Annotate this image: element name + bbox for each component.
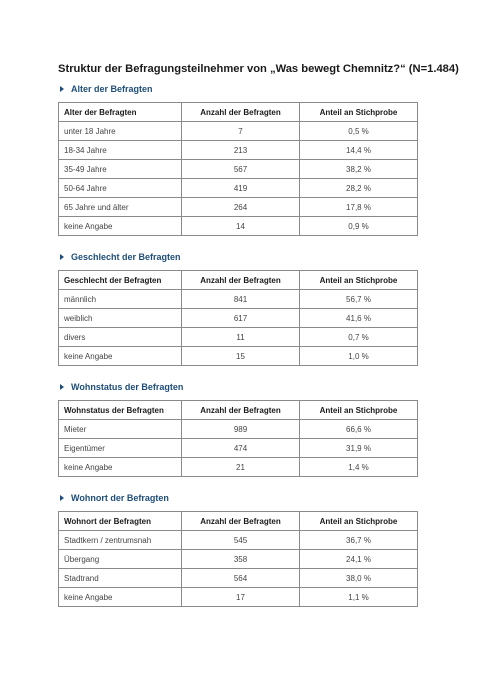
table-cell: 17,8 % (300, 198, 418, 217)
table-cell: keine Angabe (59, 217, 182, 236)
table-row (59, 309, 418, 328)
section-housing-status (58, 380, 414, 477)
table-cell: 50-64 Jahre (59, 179, 182, 198)
age-table (58, 102, 418, 236)
table-cell: keine Angabe (59, 588, 182, 607)
table-row (59, 198, 418, 217)
column-header: Anteil an Stichprobe (300, 512, 418, 531)
table-header-row (59, 103, 418, 122)
column-header: Anteil an Stichprobe (300, 271, 418, 290)
table-cell: 545 (182, 531, 300, 550)
table-cell: Eigentümer (59, 439, 182, 458)
table-cell: 1,4 % (300, 458, 418, 477)
table-header-row (59, 401, 418, 420)
table-header-row (59, 271, 418, 290)
table-cell: 38,0 % (300, 569, 418, 588)
table-cell: 38,2 % (300, 160, 418, 179)
table-cell: 15 (182, 347, 300, 366)
table-cell: 0,9 % (300, 217, 418, 236)
table-cell: divers (59, 328, 182, 347)
table-cell: 0,7 % (300, 328, 418, 347)
table-row (59, 141, 418, 160)
table-row (59, 179, 418, 198)
section-gender (58, 250, 414, 366)
table-cell: weiblich (59, 309, 182, 328)
table-row (59, 328, 418, 347)
section-heading: Wohnstatus der Befragten (58, 380, 414, 394)
table-cell: 31,9 % (300, 439, 418, 458)
table-row (59, 550, 418, 569)
table-cell: 474 (182, 439, 300, 458)
table-cell: Stadtrand (59, 569, 182, 588)
table-cell: 1,1 % (300, 588, 418, 607)
table-header-row (59, 512, 418, 531)
table-row (59, 420, 418, 439)
table-cell: 14,4 % (300, 141, 418, 160)
column-header: Anzahl der Befragten (182, 512, 300, 531)
table-cell: 17 (182, 588, 300, 607)
table-cell: 56,7 % (300, 290, 418, 309)
column-header: Anzahl der Befragten (182, 271, 300, 290)
triangle-right-icon (60, 86, 64, 92)
table-row (59, 569, 418, 588)
gender-table (58, 270, 418, 366)
table-cell: Mieter (59, 420, 182, 439)
table-cell: 66,6 % (300, 420, 418, 439)
table-cell: 36,7 % (300, 531, 418, 550)
column-header: Geschlecht der Befragten (59, 271, 182, 290)
section-heading: Geschlecht der Befragten (58, 250, 414, 264)
table-row (59, 290, 418, 309)
table-cell: 1,0 % (300, 347, 418, 366)
page-title: Struktur der Befragungsteilnehmer von „Was bewegt Chemnitz?“ (N=1.484) (58, 63, 459, 75)
column-header: Wohnort der Befragten (59, 512, 182, 531)
table-cell: Übergang (59, 550, 182, 569)
column-header: Anteil an Stichprobe (300, 401, 418, 420)
section-residence (58, 491, 414, 607)
table-row (59, 439, 418, 458)
table-cell: 617 (182, 309, 300, 328)
table-row (59, 588, 418, 607)
triangle-right-icon (60, 495, 64, 501)
table-cell: 24,1 % (300, 550, 418, 569)
table-cell: 419 (182, 179, 300, 198)
table-cell: 213 (182, 141, 300, 160)
column-header: Wohnstatus der Befragten (59, 401, 182, 420)
housing-status-table (58, 400, 418, 477)
table-cell: 11 (182, 328, 300, 347)
table-cell: 14 (182, 217, 300, 236)
table-row (59, 531, 418, 550)
table-cell: 21 (182, 458, 300, 477)
table-cell: unter 18 Jahre (59, 122, 182, 141)
section-heading: Wohnort der Befragten (58, 491, 414, 505)
triangle-right-icon (60, 384, 64, 390)
table-row (59, 217, 418, 236)
table-cell: keine Angabe (59, 347, 182, 366)
table-cell: 41,6 % (300, 309, 418, 328)
table-cell: 264 (182, 198, 300, 217)
triangle-right-icon (60, 254, 64, 260)
section-heading: Alter der Befragten (58, 82, 414, 96)
table-row (59, 122, 418, 141)
table-cell: 358 (182, 550, 300, 569)
table-cell: 564 (182, 569, 300, 588)
column-header: Anzahl der Befragten (182, 103, 300, 122)
residence-table (58, 511, 418, 607)
table-cell: keine Angabe (59, 458, 182, 477)
column-header: Anzahl der Befragten (182, 401, 300, 420)
table-cell: 7 (182, 122, 300, 141)
table-cell: 18-34 Jahre (59, 141, 182, 160)
column-header: Alter der Befragten (59, 103, 182, 122)
table-cell: 989 (182, 420, 300, 439)
table-cell: 28,2 % (300, 179, 418, 198)
table-cell: Stadtkern / zentrumsnah (59, 531, 182, 550)
table-row (59, 160, 418, 179)
table-cell: 841 (182, 290, 300, 309)
table-cell: 65 Jahre und älter (59, 198, 182, 217)
table-cell: 567 (182, 160, 300, 179)
table-row (59, 347, 418, 366)
table-cell: 0,5 % (300, 122, 418, 141)
section-age (58, 82, 414, 236)
column-header: Anteil an Stichprobe (300, 103, 418, 122)
table-row (59, 458, 418, 477)
table-cell: männlich (59, 290, 182, 309)
table-cell: 35-49 Jahre (59, 160, 182, 179)
